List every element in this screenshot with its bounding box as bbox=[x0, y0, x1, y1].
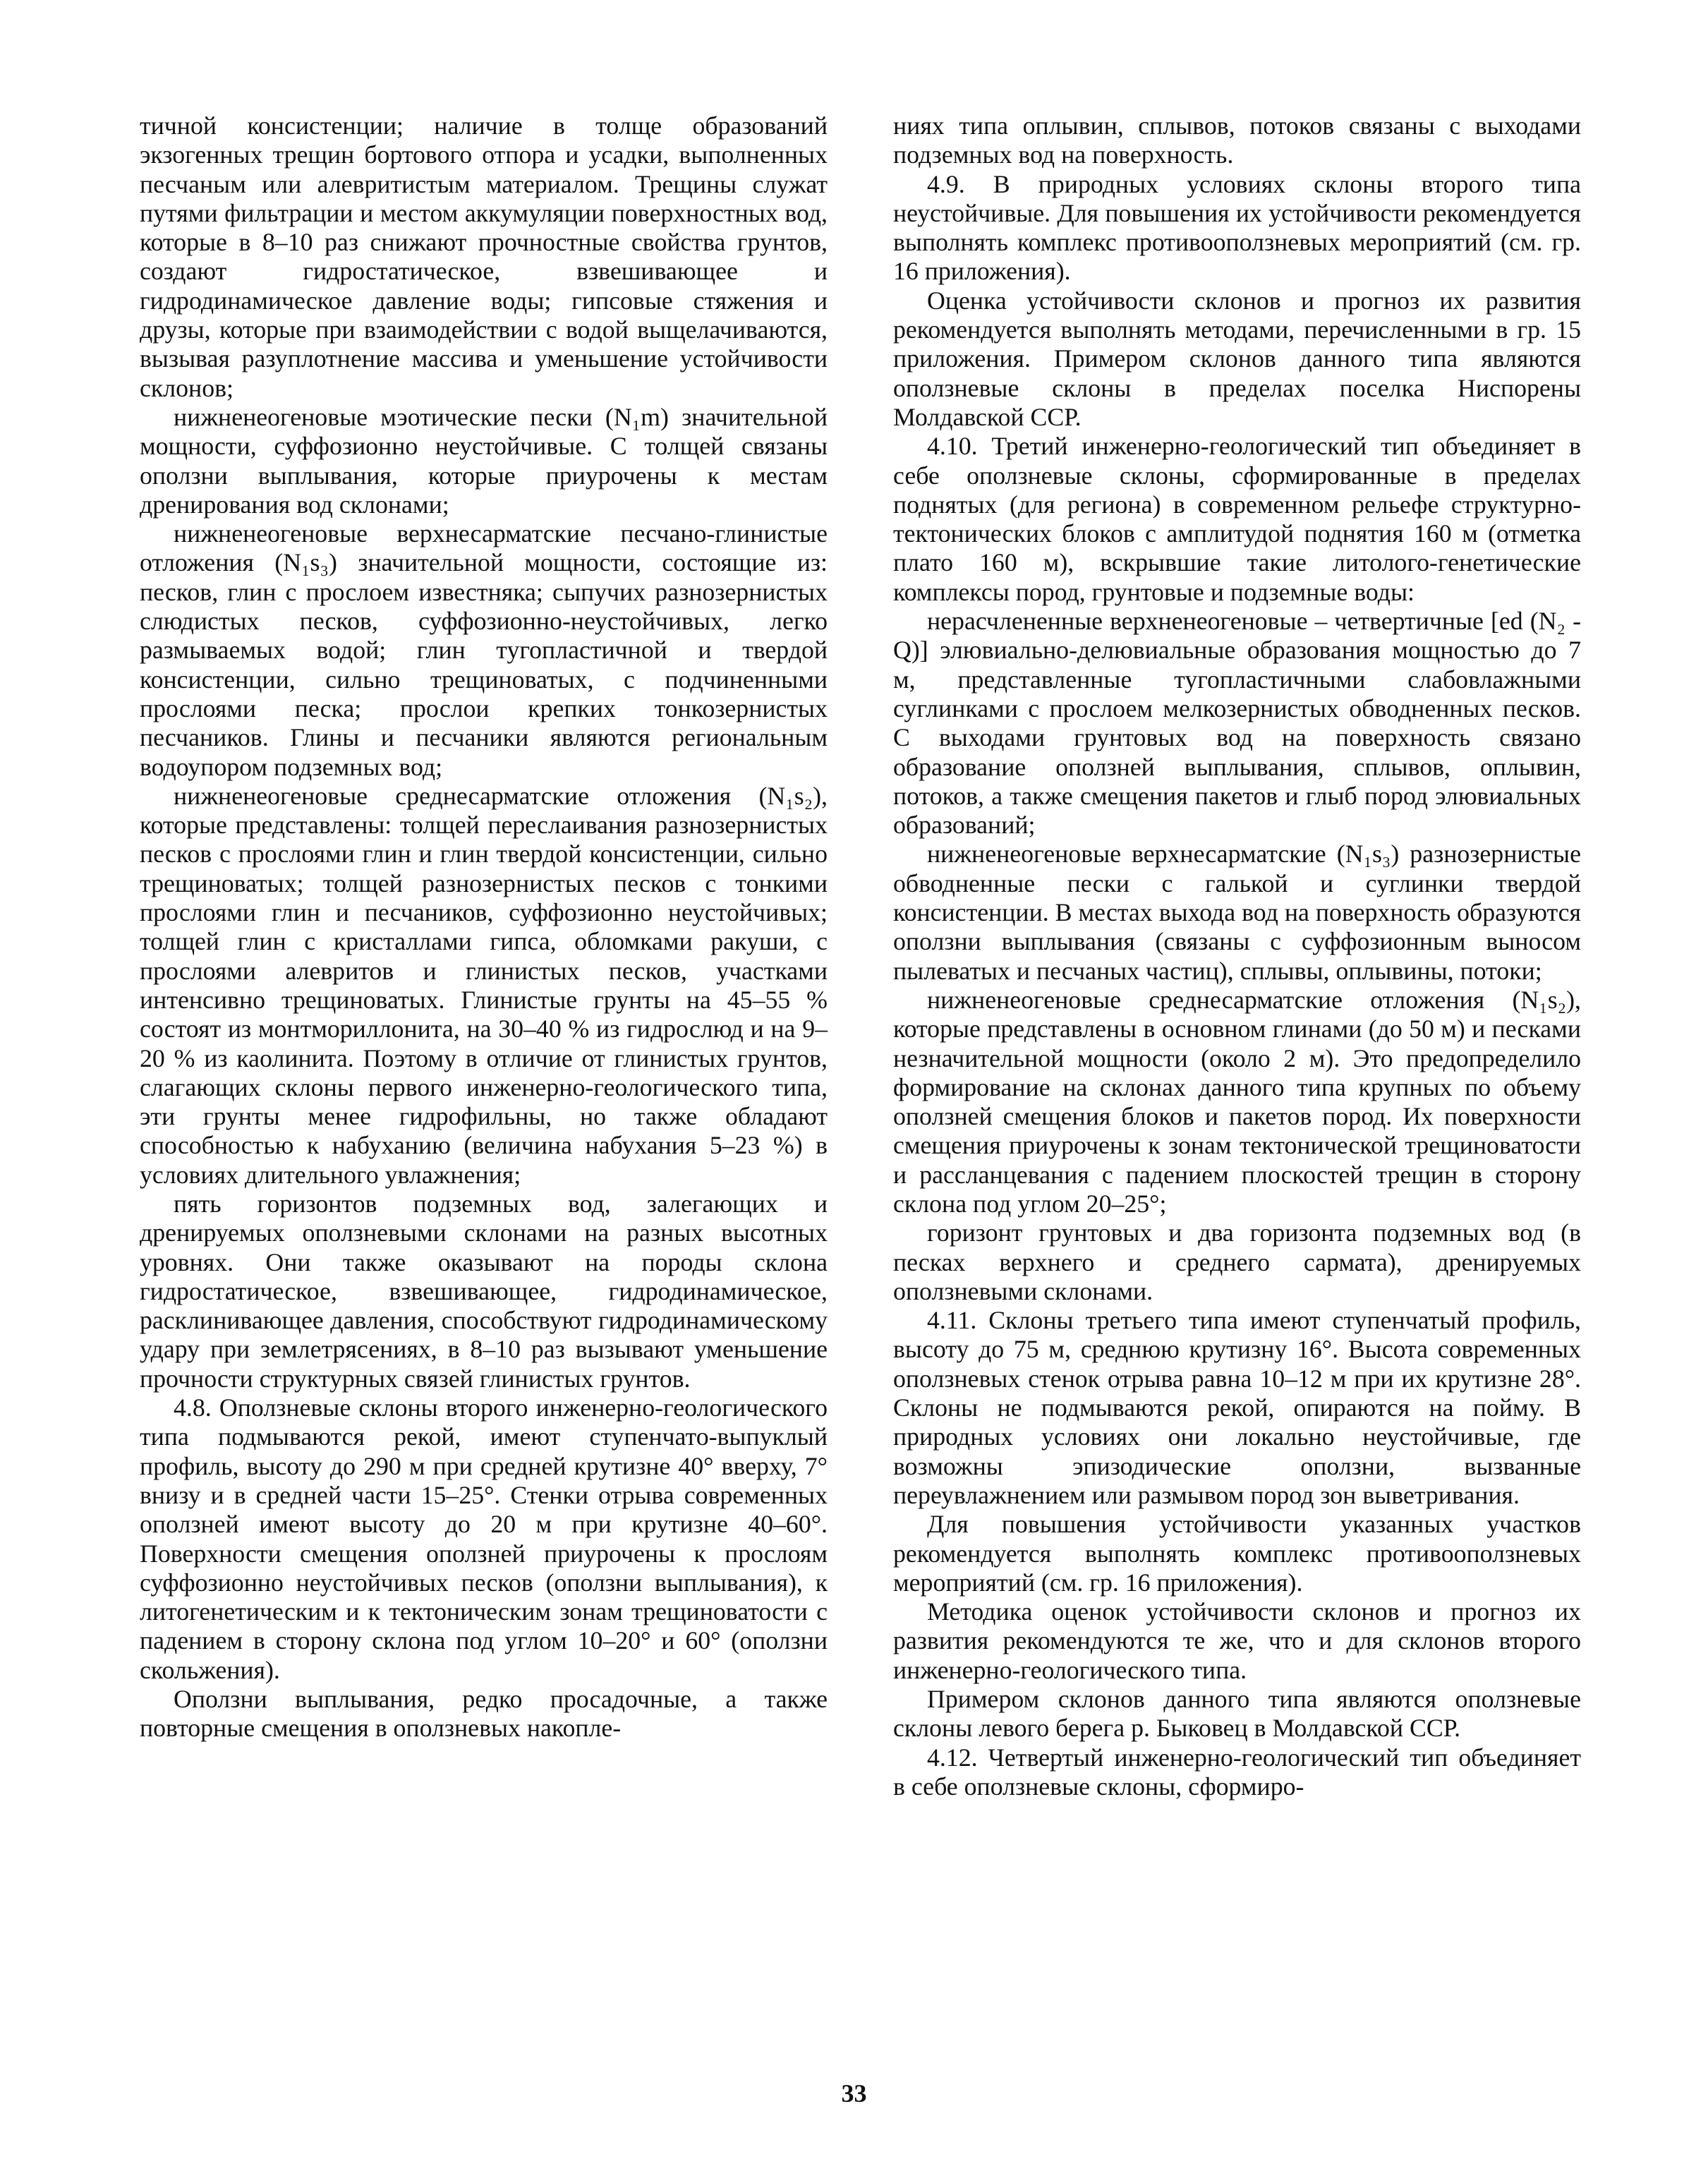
left-column bbox=[140, 111, 828, 1743]
paragraph: Оценка устойчивости склонов и прогноз их развития рекомендуется выполнять методами, перечисленными в гр. 15 приложения. Примером склонов данного типа являются оползневые склоны в пределах поселка Ниспорены Молдавской ССР. bbox=[893, 286, 1581, 431]
paragraph: Примером склонов данного типа являются оползневые склоны левого берега р. Быковец в Молдавской ССР. bbox=[893, 1685, 1581, 1743]
paragraph-4-8: 4.8. Оползневые склоны второго инженерно-геологического типа подмываются рекой, имеют ступенчато-выпуклый профиль, высоту до 290 м при средней крутизне 40° вверху, 7° внизу и в средней части 15–25°. Стенки отрыва современных оползней имеют высоту до 20 м при крутизне 40–60°. Поверхности смещения оползней приурочены к прослоям суффозионно неустойчивых песков (оползни выплывания), к литогенетическим и к тектоническим зонам трещиноватости с падением в сторону склона под углом 10–20° и 60° (оползни скольжения). bbox=[140, 1393, 828, 1684]
paragraph: пять горизонтов подземных вод, залегающих и дренируемых оползневыми склонами на разных высотных уровнях. Они также оказывают на породы склона гидростатическое, взвешивающее, гидродинамическое, расклинивающее давления, способствуют гидродинамическому удару при землетрясениях, в 8–10 раз вызывают уменьшение прочности структурных связей глинистых грунтов. bbox=[140, 1189, 828, 1393]
right-column bbox=[893, 111, 1581, 1801]
paragraph-4-12: 4.12. Четвертый инженерно-геологический тип объединяет в себе оползневые склоны, сформиро- bbox=[893, 1743, 1581, 1801]
paragraph: нижненеогеновые мэотические пески (N₁m) значительной мощности, суффозионно неустойчивые. С толщей связаны оползни выплывания, которые приурочены к местам дренирования вод склонами; bbox=[140, 402, 828, 519]
paragraph: нижненеогеновые верхнесарматские (N₁s₃) разнозернистые обводненные пески с галькой и суглинки твердой консистенции. В местах выхода вод на поверхность образуются оползни выплывания (связаны с суффозионным выносом пылеватых и песчаных частиц), сплывы, оплывины, потоки; bbox=[893, 840, 1581, 985]
paragraph-4-10: 4.10. Третий инженерно-геологический тип объединяет в себе оползневые склоны, сформированные в пределах поднятых (для региона) в современном рельефе структурно-тектонических блоков с амплитудой поднятия 160 м (отметка плато 160 м), вскрывшие такие литолого-генетические комплексы пород, грунтовые и подземные воды: bbox=[893, 432, 1581, 606]
paragraph: нижненеогеновые верхнесарматские песчано-глинистые отложения (N₁s₃) значительной мощности, состоящие из: песков, глин с прослоем известняка; сыпучих разнозернистых слюдистых песков, суффозионно-неустойчивых, легко размываемых водой; глин тугопластичной и твердой консистенции, сильно трещиноватых, с подчиненными прослоями песка; прослои крепких тонкозернистых песчаников. Глины и песчаники являются региональным водоупором подземных вод; bbox=[140, 519, 828, 781]
page-number: 33 bbox=[841, 2079, 867, 2107]
paragraph: нерасчлененные верхненеогеновые – четвертичные [ed (N₂ - Q)] элювиально-делювиальные образования мощностью до 7 м, представленные тугопластичными слабовлажными суглинками с прослоем мелкозернистых обводненных песков. С выходами грунтовых вод на поверхность связано образование оползней выплывания, сплывов, оплывин, потоков, а также смещения пакетов и глыб пород элювиальных образований; bbox=[893, 607, 1581, 840]
paragraph: Методика оценок устойчивости склонов и прогноз их развития рекомендуются те же, что и для склонов второго инженерно-геологического типа. bbox=[893, 1597, 1581, 1684]
paragraph: нижненеогеновые среднесарматские отложения (N₁s₂), которые представлены: толщей переслаивания разнозернистых песков с прослоями глин и глин твердой консистенции, сильно трещиноватых; толщей разнозернистых песков с тонкими прослоями глин и песчаников, суффозионно неустойчивых; толщей глин с кристаллами гипса, обломками ракуши, с прослоями алевритов и глинистых песков, участками интенсивно трещиноватых. Глинистые грунты на 45–55 % состоят из монтмориллонита, на 30–40 % из гидрослюд и на 9–20 % из каолинита. Поэтому в отличие от глинистых грунтов, слагающих склоны первого инженерно-геологического типа, эти грунты менее гидрофильны, но также обладают способностью к набуханию (величина набухания 5–23 %) в условиях длительного увлажнения; bbox=[140, 781, 828, 1189]
paragraph-4-11: 4.11. Склоны третьего типа имеют ступенчатый профиль, высоту до 75 м, среднюю крутизну 16°. Высота современных оползневых стенок отрыва равна 10–12 м при их крутизне 28°. Склоны не подмываются рекой, опираются на пойму. В природных условиях они локально неустойчивые, где возможны эпизодические оползни, вызванные переувлажнением или размывом пород зон выветривания. bbox=[893, 1306, 1581, 1509]
paragraph: тичной консистенции; наличие в толще образований экзогенных трещин бортового отпора и усадки, выполненных песчаным или алевритистым материалом. Трещины служат путями фильтрации и местом аккумуляции поверхностных вод, которые в 8–10 раз снижают прочностные свойства грунтов, создают гидростатическое, взвешивающее и гидродинамическое давление воды; гипсовые стяжения и друзы, которые при взаимодействии с водой выщелачиваются, вызывая разуплотнение массива и уменьшение устойчивости склонов; bbox=[140, 111, 828, 402]
paragraph: Оползни выплывания, редко просадочные, а также повторные смещения в оползневых накопле- bbox=[140, 1685, 828, 1743]
paragraph-4-9: 4.9. В природных условиях склоны второго типа неустойчивые. Для повышения их устойчивости рекомендуется выполнять комплекс противооползневых мероприятий (см. гр. 16 приложения). bbox=[893, 169, 1581, 286]
paragraph: горизонт грунтовых и два горизонта подземных вод (в песках верхнего и среднего сармата), дренируемых оползневыми склонами. bbox=[893, 1218, 1581, 1305]
paragraph: Для повышения устойчивости указанных участков рекомендуется выполнять комплекс противооползневых мероприятий (см. гр. 16 приложения). bbox=[893, 1510, 1581, 1597]
paragraph: ниях типа оплывин, сплывов, потоков связаны с выходами подземных вод на поверхность. bbox=[893, 111, 1581, 169]
paragraph: нижненеогеновые среднесарматские отложения (N₁s₂), которые представлены в основном глинами (до 50 м) и песками незначительной мощности (около 2 м). Это предопределило формирование на склонах данного типа крупных по объему оползней смещения блоков и пакетов пород. Их поверхности смещения приурочены к зонам тектонической трещиноватости и рассланцевания с падением плоскостей трещин в сторону склона под углом 20–25°; bbox=[893, 985, 1581, 1218]
